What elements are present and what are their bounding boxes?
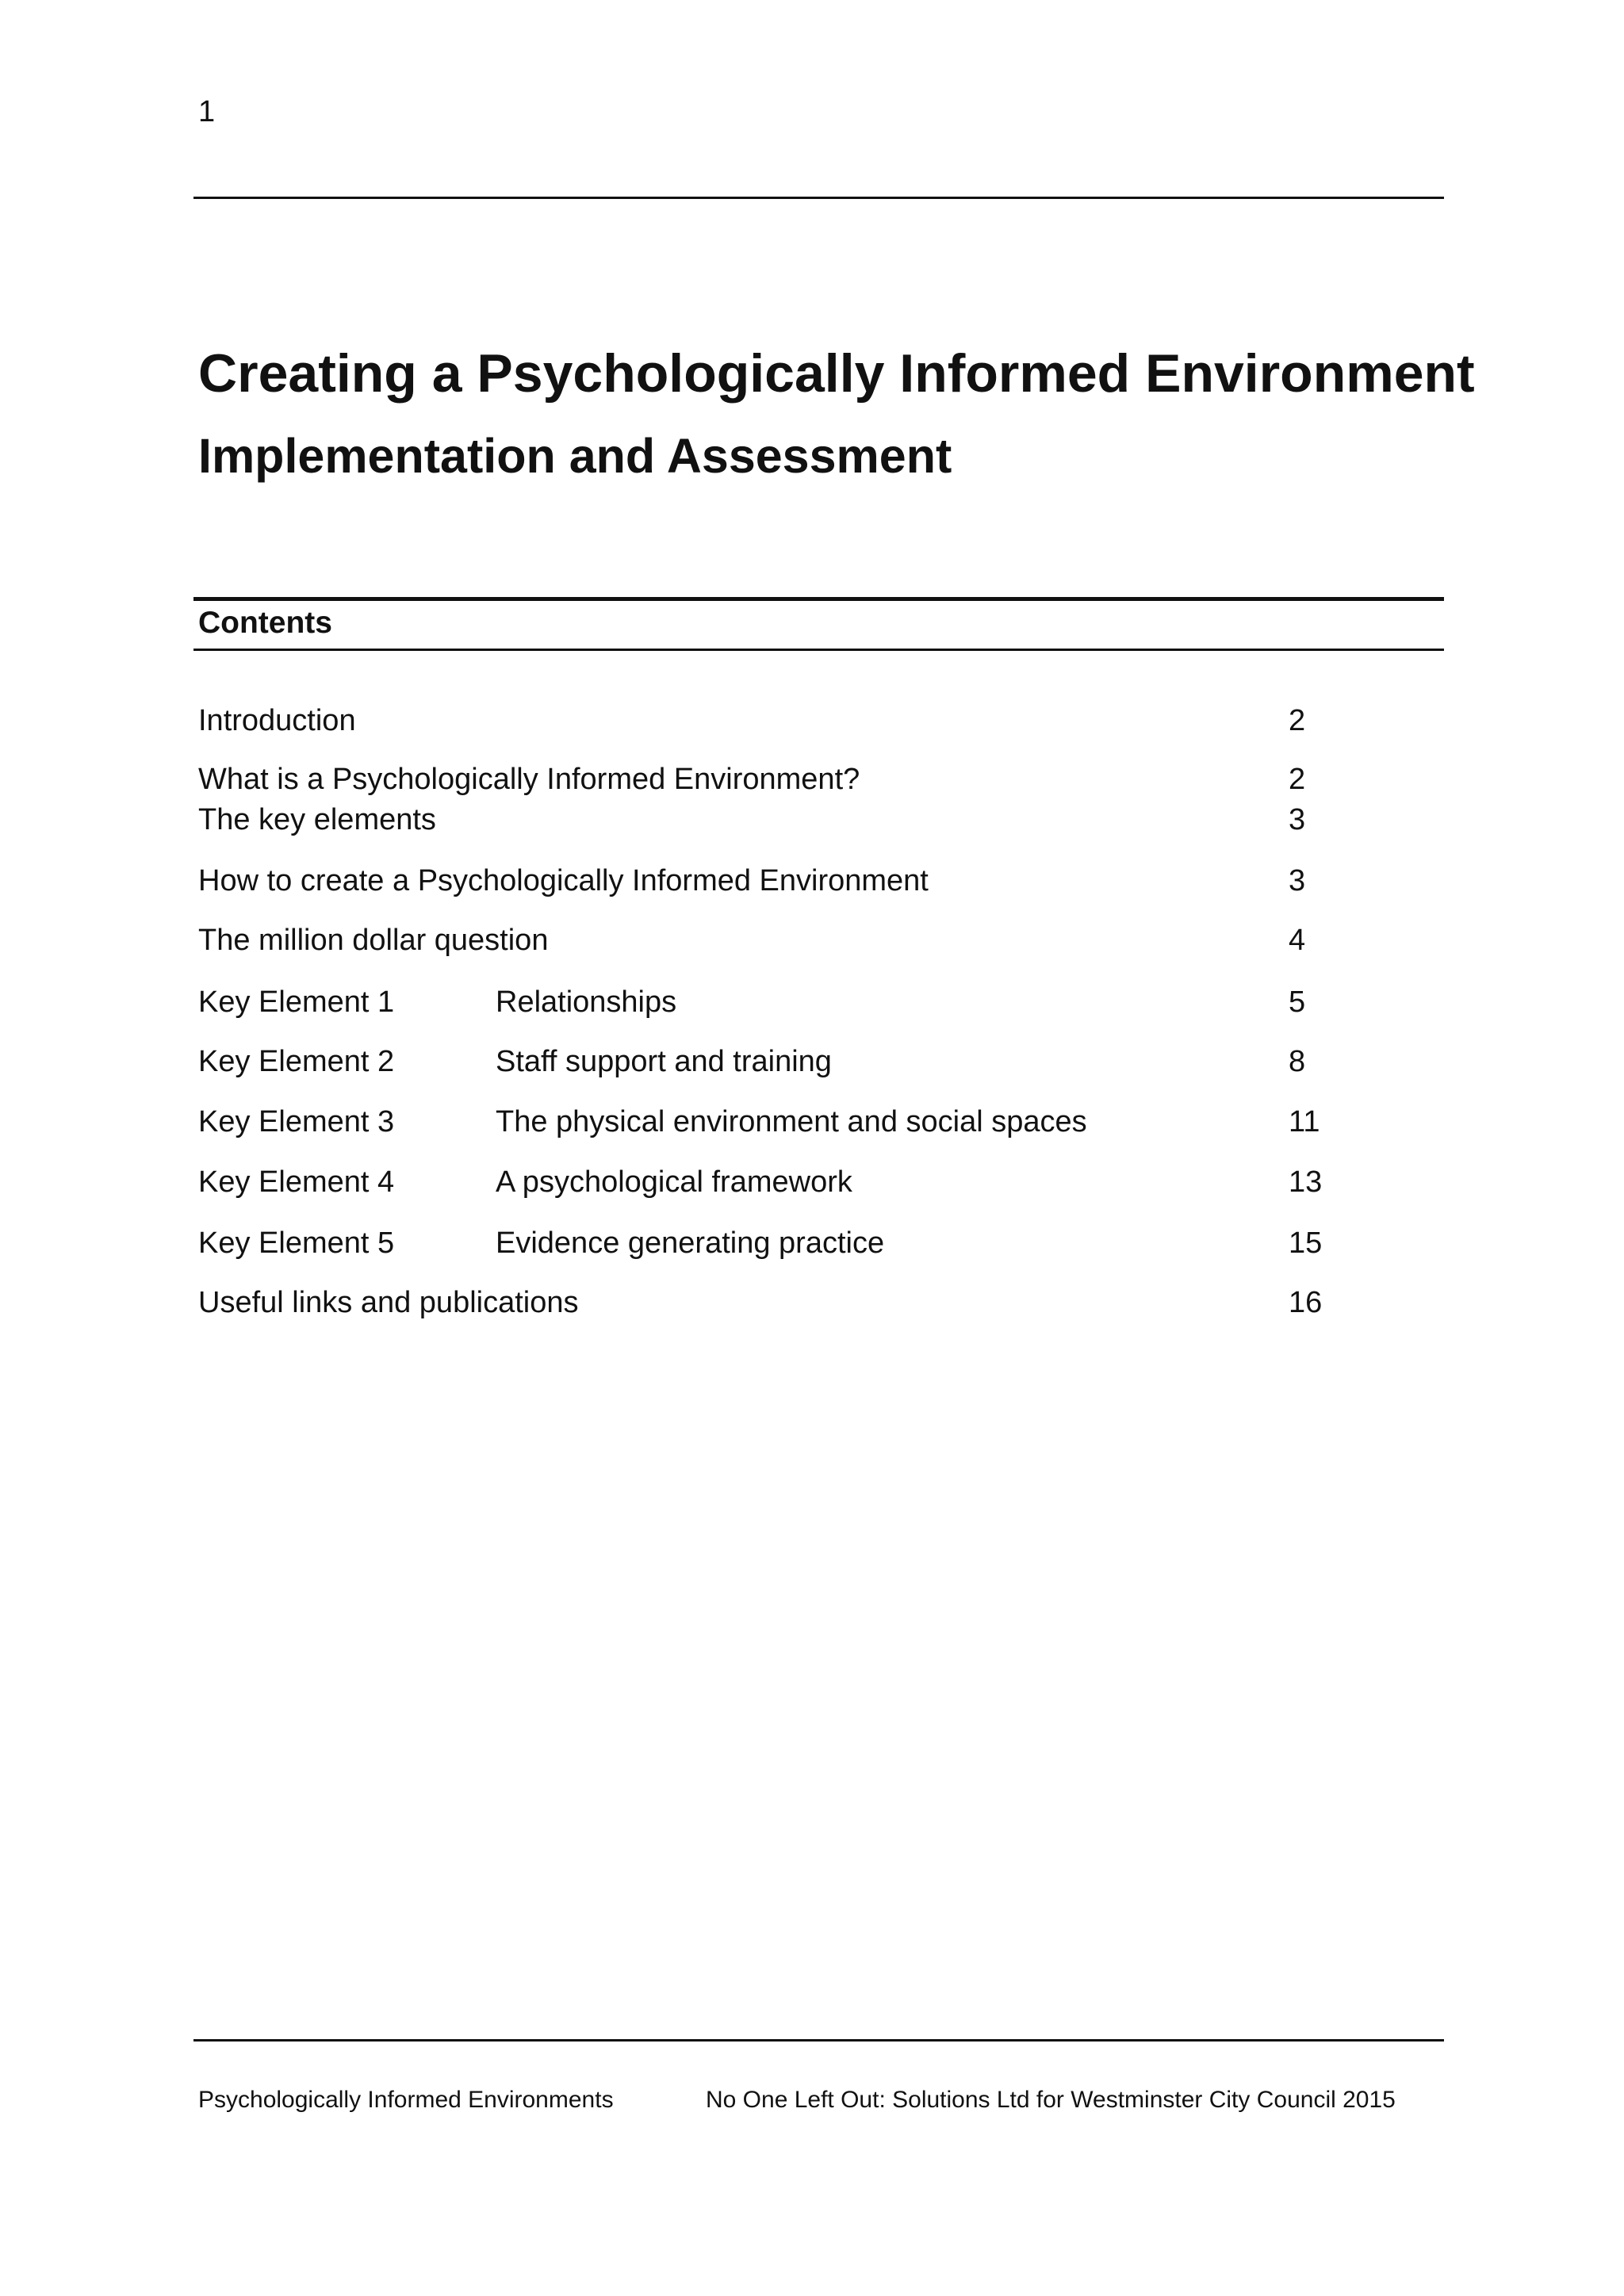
footer-divider (193, 2039, 1444, 2042)
footer-left-text: Psychologically Informed Environments (198, 2087, 614, 2113)
toc-entry-useful-links[interactable] (198, 1286, 1348, 1326)
toc-entry-label: Introduction (198, 704, 356, 737)
toc-entry-page: 5 (1289, 985, 1306, 1019)
toc-entry-key-element-2[interactable] (198, 1045, 1348, 1085)
toc-entry-page: 15 (1289, 1226, 1323, 1260)
toc-entry-subtitle: Relationships (496, 985, 677, 1019)
toc-entry-key-element-1[interactable] (198, 985, 1348, 1025)
toc-entry-page: 13 (1289, 1165, 1323, 1199)
toc-entry-how-to-create[interactable] (198, 864, 1348, 904)
toc-entry-subtitle: The physical environment and social spaces (496, 1105, 1087, 1138)
toc-entry-label: What is a Psychologically Informed Environment? (198, 763, 860, 796)
toc-entry-label: The key elements (198, 803, 436, 836)
toc-entry-label: Key Element 3 (198, 1105, 395, 1138)
toc-entry-what-is-pie[interactable] (198, 763, 1348, 802)
toc-entry-label: Key Element 2 (198, 1045, 395, 1078)
toc-entry-key-elements[interactable] (198, 803, 1348, 843)
toc-entry-subtitle: A psychological framework (496, 1165, 852, 1199)
toc-entry-label: Key Element 5 (198, 1226, 395, 1260)
toc-entry-label: Key Element 1 (198, 985, 395, 1019)
toc-entry-subtitle: Evidence generating practice (496, 1226, 885, 1260)
toc-entry-key-element-4[interactable] (198, 1165, 1348, 1205)
toc-entry-page: 8 (1289, 1045, 1306, 1078)
contents-bottom-divider (193, 649, 1444, 651)
document-title: Creating a Psychologically Informed Environment (198, 343, 1475, 404)
toc-entry-label: Key Element 4 (198, 1165, 395, 1199)
toc-entry-key-element-3[interactable] (198, 1105, 1348, 1145)
toc-entry-label: Useful links and publications (198, 1286, 579, 1319)
toc-entry-subtitle: Staff support and training (496, 1045, 832, 1078)
toc-entry-page: 11 (1289, 1105, 1320, 1138)
toc-entry-page: 2 (1289, 763, 1306, 796)
footer-right-text: No One Left Out: Solutions Ltd for Westminster City Council 2015 (706, 2087, 1396, 2113)
toc-entry-million-dollar-question[interactable] (198, 924, 1348, 963)
toc-entry-label: How to create a Psychologically Informed Environment (198, 864, 929, 897)
contents-top-divider (193, 597, 1444, 601)
toc-entry-page: 2 (1289, 704, 1306, 737)
toc-entry-page: 3 (1289, 803, 1306, 836)
toc-entry-page: 16 (1289, 1286, 1323, 1319)
document-subtitle: Implementation and Assessment (198, 429, 952, 483)
toc-entry-introduction[interactable] (198, 704, 1348, 744)
contents-heading: Contents (198, 606, 332, 640)
page-number: 1 (198, 95, 216, 128)
toc-entry-page: 3 (1289, 864, 1306, 897)
toc-entry-page: 4 (1289, 924, 1306, 957)
header-divider (193, 197, 1444, 199)
toc-entry-label: The million dollar question (198, 924, 549, 957)
toc-entry-key-element-5[interactable] (198, 1226, 1348, 1266)
